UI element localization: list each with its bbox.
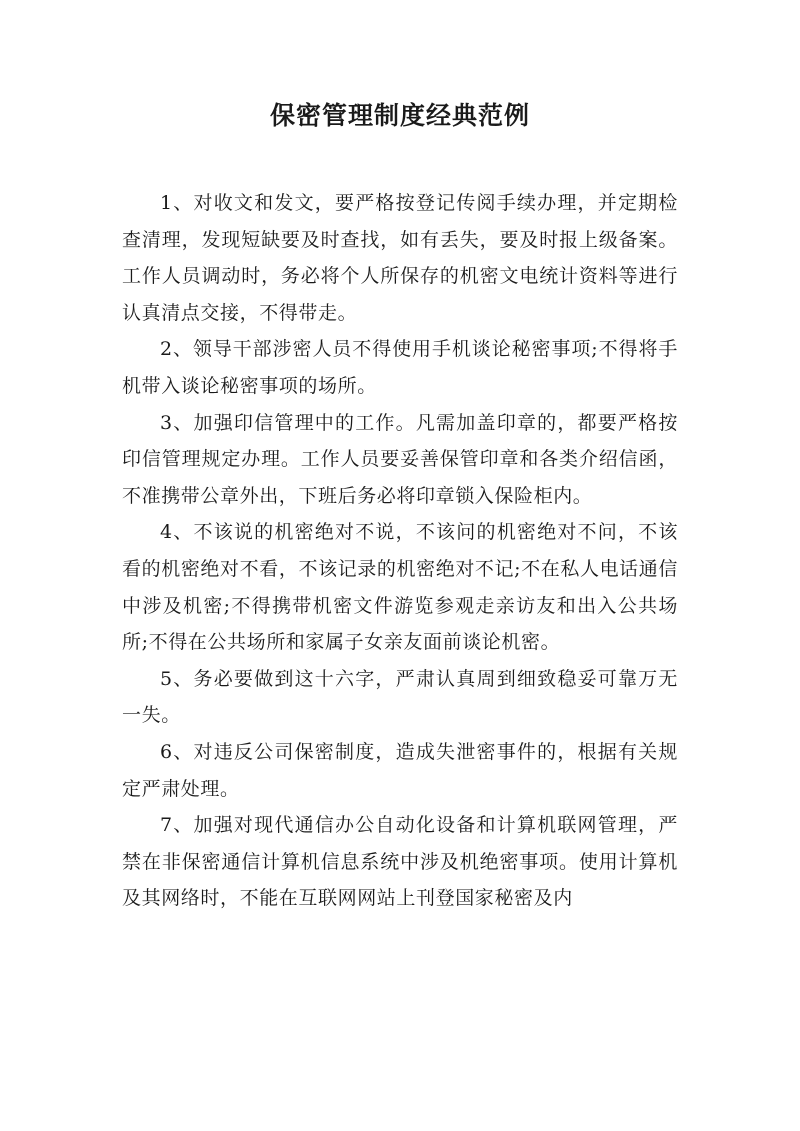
- document-title: 保密管理制度经典范例: [269, 101, 530, 130]
- paragraph-6: 6、对违反公司保密制度，造成失泄密事件的，根据有关规定严肃处理。: [122, 740, 678, 800]
- paragraph-2: 2、领导干部涉密人员不得使用手机谈论秘密事项;不得将手机带入谈论秘密事项的场所。: [122, 338, 678, 397]
- paragraph-5: 5、务必要做到这十六字，严肃认真周到细致稳妥可靠万无一失。: [122, 667, 678, 727]
- paragraph-4: 4、不该说的机密绝对不说，不该问的机密绝对不问，不该看的机密绝对不看，不该记录的机密绝对不记;不在私人电话通信中涉及机密;不得携带机密文件游览参观走亲访友和出入公共场所;不得在公共场所和家属子女亲友面前谈论机密。: [122, 521, 678, 654]
- document-body: [122, 185, 678, 917]
- paragraph-3: 3、加强印信管理中的工作。凡需加盖印章的，都要严格按印信管理规定办理。工作人员要妥善保管印章和各类介绍信函，不准携带公章外出，下班后务必将印章锁入保险柜内。: [122, 411, 678, 507]
- paragraph-1: 1、对收文和发文，要严格按登记传阅手续办理，并定期检查清理，发现短缺要及时查找，如有丢失，要及时报上级备案。工作人员调动时，务必将个人所保存的机密文电统计资料等进行认真清点交接，不得带走。: [122, 192, 678, 324]
- paragraph-7: 7、加强对现代通信办公自动化设备和计算机联网管理，严禁在非保密通信计算机信息系统中涉及机绝密事项。使用计算机及其网络时，不能在互联网网站上刊登国家秘密及内: [122, 814, 678, 910]
